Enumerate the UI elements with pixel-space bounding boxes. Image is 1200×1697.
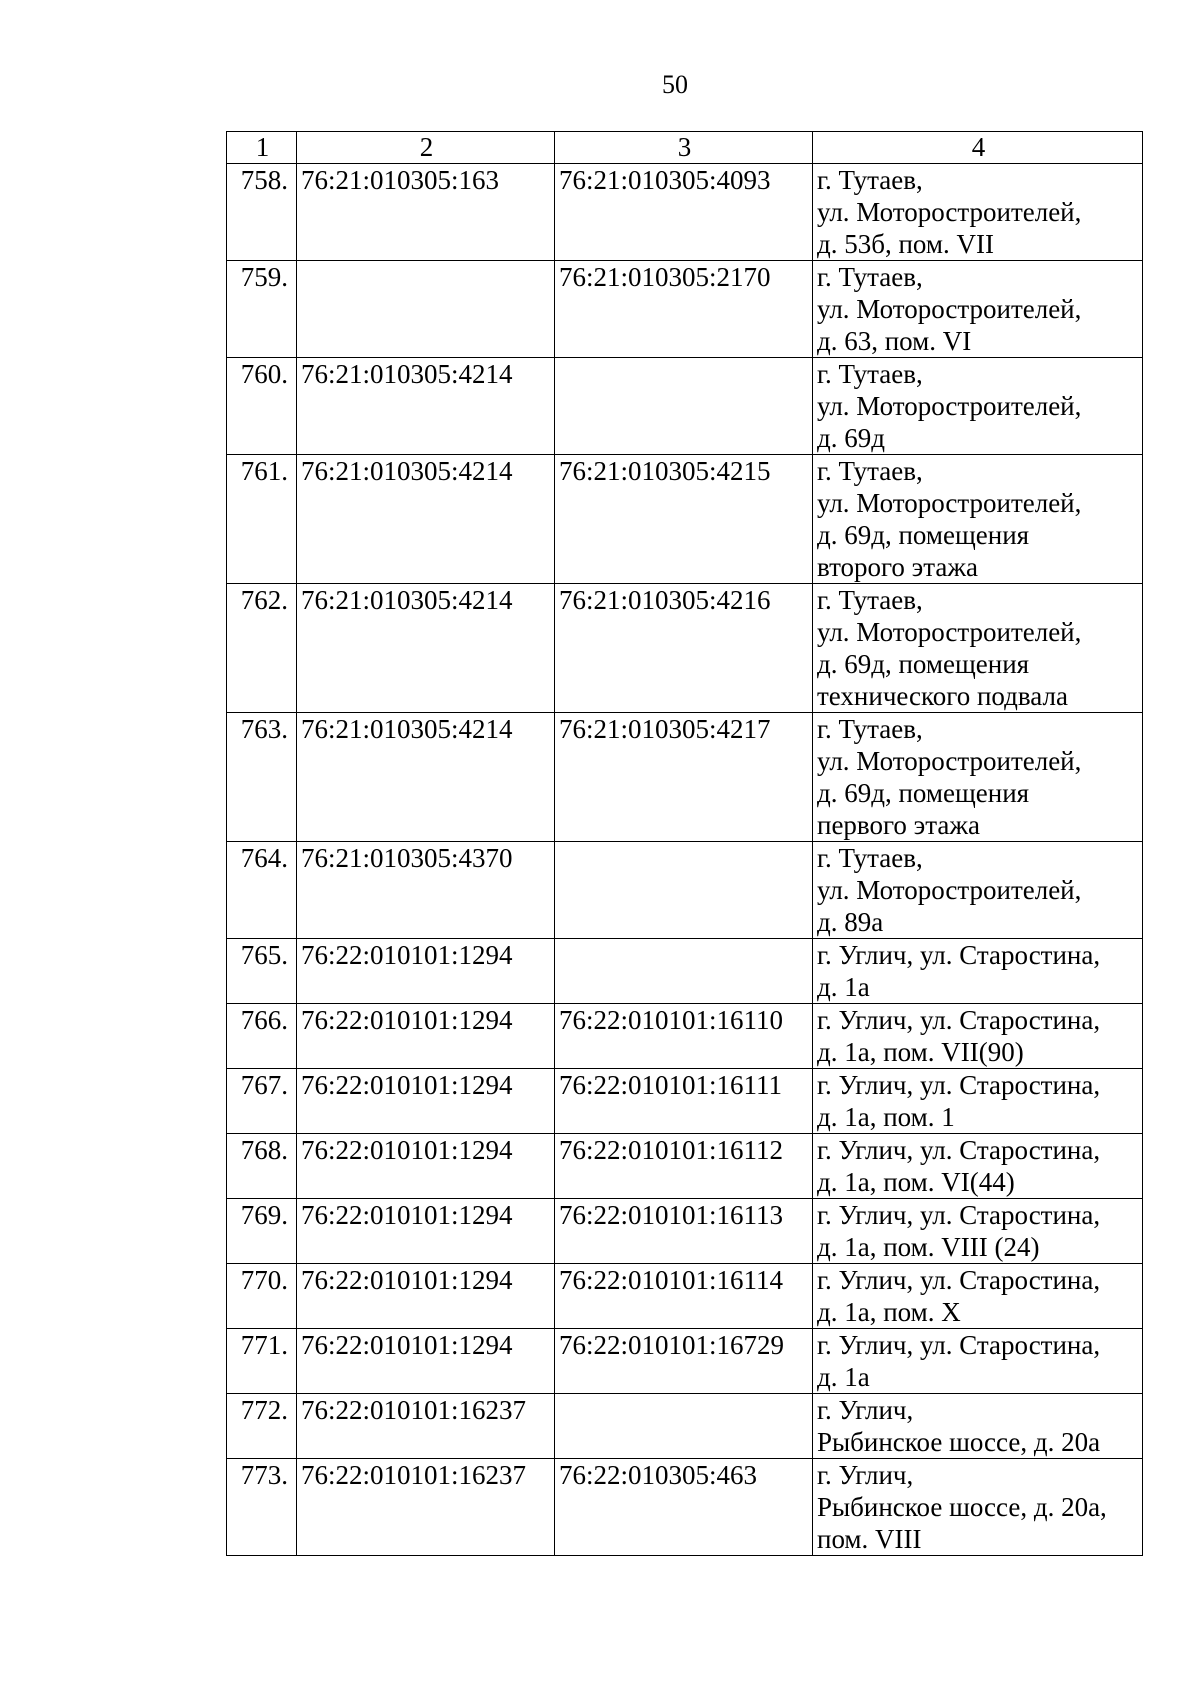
cadastral-number-cell: 76:21:010305:163 xyxy=(297,164,555,261)
premises-cadastral-number-cell: 76:21:010305:4093 xyxy=(555,164,813,261)
table-row xyxy=(227,1069,1143,1134)
row-number-cell: 758. xyxy=(227,164,297,261)
table-row xyxy=(227,261,1143,358)
address-line: д. 1а, пом. VI(44) xyxy=(817,1167,1015,1197)
premises-cadastral-number-cell: 76:21:010305:4215 xyxy=(555,455,813,584)
address-cell xyxy=(813,1199,1143,1264)
address-line: д. 1а, пом. X xyxy=(817,1297,961,1327)
address-line: ул. Моторостроителей, xyxy=(817,294,1082,324)
address-line: г. Тутаев, xyxy=(817,359,923,389)
address-line: д. 69д, помещения xyxy=(817,520,1030,550)
address-line: технического подвала xyxy=(817,681,1068,711)
table-row xyxy=(227,358,1143,455)
address-line: д. 69д, помещения xyxy=(817,649,1030,679)
table-row xyxy=(227,939,1143,1004)
premises-cadastral-number-cell: 76:22:010305:463 xyxy=(555,1459,813,1556)
table-row xyxy=(227,713,1143,842)
address-line: г. Углич, ул. Старостина, xyxy=(817,1135,1101,1165)
table-row xyxy=(227,1199,1143,1264)
address-cell xyxy=(813,358,1143,455)
row-number-cell: 771. xyxy=(227,1329,297,1394)
premises-cadastral-number-cell xyxy=(555,358,813,455)
column-header: 4 xyxy=(813,132,1143,164)
address-line: г. Тутаев, xyxy=(817,585,923,615)
address-cell xyxy=(813,584,1143,713)
address-line: д. 1а xyxy=(817,972,870,1002)
cadastral-number-cell: 76:22:010101:1294 xyxy=(297,1264,555,1329)
row-number-cell: 767. xyxy=(227,1069,297,1134)
address-cell xyxy=(813,939,1143,1004)
premises-cadastral-number-cell: 76:21:010305:4216 xyxy=(555,584,813,713)
address-line: г. Углич, xyxy=(817,1395,914,1425)
premises-cadastral-number-cell: 76:21:010305:2170 xyxy=(555,261,813,358)
premises-cadastral-number-cell: 76:22:010101:16113 xyxy=(555,1199,813,1264)
row-number-cell: 761. xyxy=(227,455,297,584)
address-line: второго этажа xyxy=(817,552,979,582)
address-line: г. Тутаев, xyxy=(817,843,923,873)
address-cell xyxy=(813,1264,1143,1329)
address-line: г. Тутаев, xyxy=(817,714,923,744)
column-header: 1 xyxy=(227,132,297,164)
row-number-cell: 773. xyxy=(227,1459,297,1556)
row-number-cell: 766. xyxy=(227,1004,297,1069)
address-cell xyxy=(813,1069,1143,1134)
address-line: д. 89а xyxy=(817,907,884,937)
address-line: г. Тутаев, xyxy=(817,165,923,195)
address-line: ул. Моторостроителей, xyxy=(817,197,1082,227)
address-line: д. 1а, пом. VII(90) xyxy=(817,1037,1024,1067)
address-line: г. Углич, ул. Старостина, xyxy=(817,1200,1101,1230)
cadastral-number-cell: 76:22:010101:1294 xyxy=(297,1199,555,1264)
table-row xyxy=(227,1459,1143,1556)
address-cell xyxy=(813,713,1143,842)
address-cell xyxy=(813,261,1143,358)
cadastral-number-cell: 76:22:010101:1294 xyxy=(297,939,555,1004)
cadastral-number-cell: 76:21:010305:4214 xyxy=(297,358,555,455)
column-header: 2 xyxy=(297,132,555,164)
premises-cadastral-number-cell: 76:22:010101:16114 xyxy=(555,1264,813,1329)
address-line: г. Тутаев, xyxy=(817,262,923,292)
cadastral-number-cell: 76:22:010101:16237 xyxy=(297,1459,555,1556)
address-cell xyxy=(813,164,1143,261)
address-line: г. Углич, ул. Старостина, xyxy=(817,1005,1101,1035)
table-header-row xyxy=(227,132,1143,164)
row-number-cell: 760. xyxy=(227,358,297,455)
table-row xyxy=(227,1134,1143,1199)
address-line: г. Углич, xyxy=(817,1460,914,1490)
premises-cadastral-number-cell xyxy=(555,939,813,1004)
address-line: ул. Моторостроителей, xyxy=(817,391,1082,421)
address-line: Рыбинское шоссе, д. 20а xyxy=(817,1427,1101,1457)
address-line: ул. Моторостроителей, xyxy=(817,746,1082,776)
cadastral-number-cell: 76:21:010305:4370 xyxy=(297,842,555,939)
address-line: д. 69д xyxy=(817,423,885,453)
row-number-cell: 759. xyxy=(227,261,297,358)
address-line: пом. VIII xyxy=(817,1524,922,1554)
address-line: г. Углич, ул. Старостина, xyxy=(817,1070,1101,1100)
page-number: 50 xyxy=(662,70,688,99)
address-cell xyxy=(813,1459,1143,1556)
table-row xyxy=(227,164,1143,261)
cadastral-number-cell: 76:22:010101:1294 xyxy=(297,1329,555,1394)
address-line: д. 53б, пом. VII xyxy=(817,229,994,259)
address-line: ул. Моторостроителей, xyxy=(817,875,1082,905)
premises-cadastral-number-cell: 76:21:010305:4217 xyxy=(555,713,813,842)
cadastral-number-cell: 76:22:010101:16237 xyxy=(297,1394,555,1459)
address-cell xyxy=(813,1329,1143,1394)
cadastral-number-cell: 76:22:010101:1294 xyxy=(297,1069,555,1134)
address-cell xyxy=(813,1134,1143,1199)
address-line: Рыбинское шоссе, д. 20а, xyxy=(817,1492,1107,1522)
cadastral-number-cell: 76:22:010101:1294 xyxy=(297,1134,555,1199)
address-line: г. Углич, ул. Старостина, xyxy=(817,940,1101,970)
premises-cadastral-number-cell xyxy=(555,1394,813,1459)
address-line: г. Тутаев, xyxy=(817,456,923,486)
premises-cadastral-number-cell: 76:22:010101:16112 xyxy=(555,1134,813,1199)
cadastral-number-cell: 76:21:010305:4214 xyxy=(297,455,555,584)
address-line: д. 69д, помещения xyxy=(817,778,1030,808)
row-number-cell: 764. xyxy=(227,842,297,939)
premises-cadastral-number-cell: 76:22:010101:16110 xyxy=(555,1004,813,1069)
address-line: ул. Моторостроителей, xyxy=(817,617,1082,647)
row-number-cell: 762. xyxy=(227,584,297,713)
premises-cadastral-number-cell: 76:22:010101:16111 xyxy=(555,1069,813,1134)
table-row xyxy=(227,842,1143,939)
address-line: г. Углич, ул. Старостина, xyxy=(817,1330,1101,1360)
table-row xyxy=(227,1329,1143,1394)
address-line: д. 1а xyxy=(817,1362,870,1392)
cadastral-number-cell: 76:21:010305:4214 xyxy=(297,713,555,842)
data-table xyxy=(226,131,1143,1556)
address-line: д. 1а, пом. 1 xyxy=(817,1102,955,1132)
table-row xyxy=(227,1394,1143,1459)
premises-cadastral-number-cell xyxy=(555,842,813,939)
address-cell xyxy=(813,1394,1143,1459)
table-row xyxy=(227,455,1143,584)
premises-cadastral-number-cell: 76:22:010101:16729 xyxy=(555,1329,813,1394)
row-number-cell: 770. xyxy=(227,1264,297,1329)
table-row xyxy=(227,1264,1143,1329)
address-cell xyxy=(813,1004,1143,1069)
table-row xyxy=(227,1004,1143,1069)
row-number-cell: 768. xyxy=(227,1134,297,1199)
column-header: 3 xyxy=(555,132,813,164)
row-number-cell: 772. xyxy=(227,1394,297,1459)
row-number-cell: 765. xyxy=(227,939,297,1004)
cadastral-number-cell: 76:21:010305:4214 xyxy=(297,584,555,713)
cadastral-number-cell: 76:22:010101:1294 xyxy=(297,1004,555,1069)
address-line: первого этажа xyxy=(817,810,980,840)
cadastral-number-cell xyxy=(297,261,555,358)
table-row xyxy=(227,584,1143,713)
address-line: д. 1а, пом. VIII (24) xyxy=(817,1232,1040,1262)
address-cell xyxy=(813,455,1143,584)
row-number-cell: 769. xyxy=(227,1199,297,1264)
address-line: г. Углич, ул. Старостина, xyxy=(817,1265,1101,1295)
address-line: ул. Моторостроителей, xyxy=(817,488,1082,518)
address-cell xyxy=(813,842,1143,939)
row-number-cell: 763. xyxy=(227,713,297,842)
address-line: д. 63, пом. VI xyxy=(817,326,972,356)
